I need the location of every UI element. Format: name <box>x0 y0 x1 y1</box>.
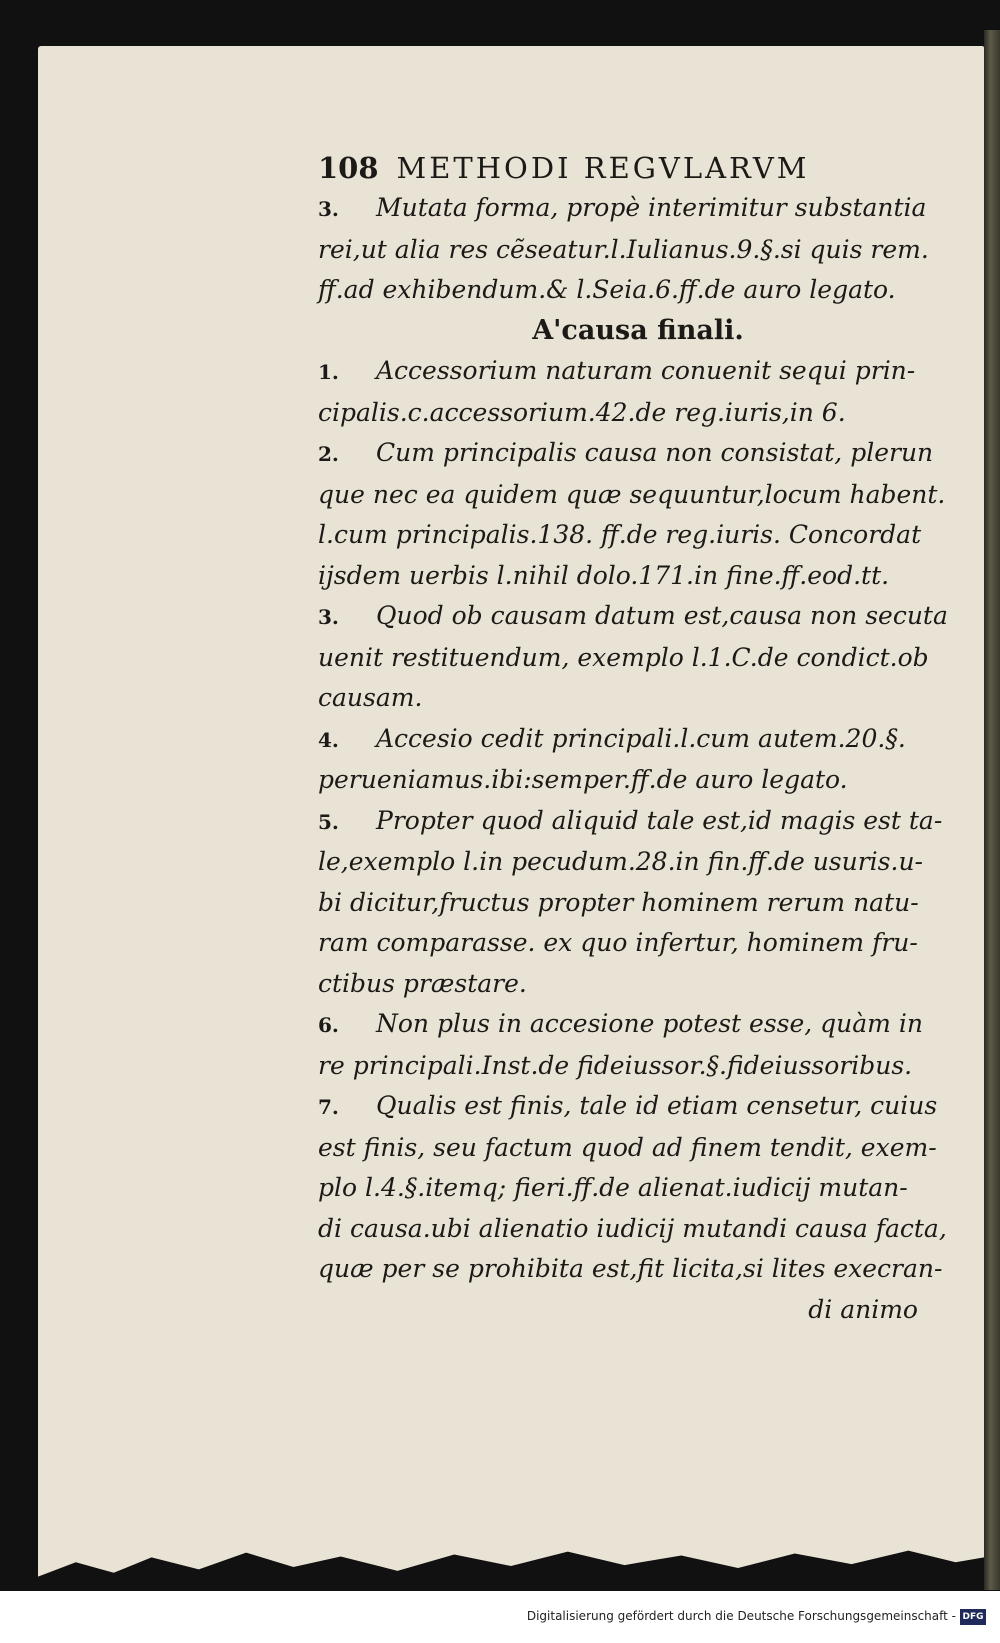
page-number: 108 <box>318 151 379 185</box>
item-number: 5. <box>318 809 339 834</box>
text-line: re principali.Inst.de fideiussor.§.fideiussoribus. <box>318 1050 913 1080</box>
text-line: uenit restituendum, exemplo l.1.C.de condict.ob <box>318 642 929 672</box>
list-item <box>318 1004 923 1086</box>
text-line: ff.ad exhibendum.& l.Seia.6.ff.de auro legato. <box>318 275 896 304</box>
text-line: bi dicitur,fructus propter hominem rerum natu- <box>318 887 919 917</box>
list-item <box>318 801 943 1005</box>
text-line: cipalis.c.accessorium.42.de reg.iuris,in 6. <box>318 397 846 427</box>
item-number: 6. <box>318 1013 339 1037</box>
text-line: ijsdem uerbis l.nihil dolo.171.in fine.ff.eod.tt. <box>318 560 890 590</box>
running-title: METHODI REGVLARVM <box>396 151 810 185</box>
text-line: l.cum principalis.138. ff.de reg.iuris. Concordat <box>318 520 922 549</box>
list-item <box>318 188 929 311</box>
text-line: Non plus in accesione potest esse, quàm in <box>376 1009 923 1038</box>
list-item <box>318 1086 947 1290</box>
text-line: le,exemplo l.in pecudum.28.in fin.ff.de usuris.u- <box>318 847 924 876</box>
dfg-logo: DFG <box>960 1609 986 1625</box>
text-line: Cum principalis causa non consistat, plerun <box>376 438 934 467</box>
text-line: rei,ut alia res cẽseatur.l.Iulianus.9.§.si quis rem. <box>318 234 929 264</box>
funding-credit: Digitalisierung gefördert durch die Deutsche Forschungsgemeinschaft - <box>526 1609 956 1623</box>
item-number: 1. <box>318 360 339 384</box>
text-line: ram comparasse. ex quo infertur, hominem fru- <box>318 928 918 957</box>
book-edge <box>984 30 1000 1590</box>
list-item <box>318 433 946 596</box>
text-line: di causa.ubi alienatio iudicij mutandi causa facta, <box>318 1213 947 1243</box>
item-number: 2. <box>318 442 339 466</box>
text-line: Accessorium naturam conuenit sequi prin- <box>376 356 916 385</box>
text-line: Propter quod aliquid tale est,id magis est ta- <box>376 805 943 835</box>
section-title: A'causa finali. <box>532 314 744 346</box>
item-number: 3. <box>318 605 339 629</box>
catchword: di animo <box>808 1294 918 1324</box>
text-line: Mutata forma, propè interimitur substantia <box>376 193 927 222</box>
item-number: 7. <box>318 1095 339 1119</box>
text-line: que nec ea quidem quæ sequuntur,locum habent. <box>318 479 946 509</box>
text-line: perueniamus.ibi:semper.ff.de auro legato. <box>318 765 848 794</box>
list-item <box>318 351 918 433</box>
list-item <box>318 596 948 719</box>
text-line: quæ per se prohibita est,fit licita,si lites execran- <box>318 1254 943 1283</box>
page-text <box>318 148 948 1330</box>
text-line: Qualis est finis, tale id etiam censetur, cuius <box>376 1091 938 1120</box>
page-header <box>318 148 918 188</box>
text-line: est finis, seu factum quod ad finem tendit, exem- <box>318 1132 937 1162</box>
item-number: 4. <box>318 727 339 752</box>
text-line: plo l.4.§.itemq; fieri.ff.de alienat.iudicij mutan- <box>318 1173 908 1202</box>
list-item <box>318 719 918 801</box>
text-line: ctibus præstare. <box>318 968 527 998</box>
text-line: Quod ob causam datum est,causa non secuta <box>376 601 948 630</box>
text-line: Accesio cedit principali.l.cum autem.20.§. <box>376 723 906 753</box>
text-line: causam. <box>318 683 423 712</box>
item-number: 3. <box>318 197 339 221</box>
